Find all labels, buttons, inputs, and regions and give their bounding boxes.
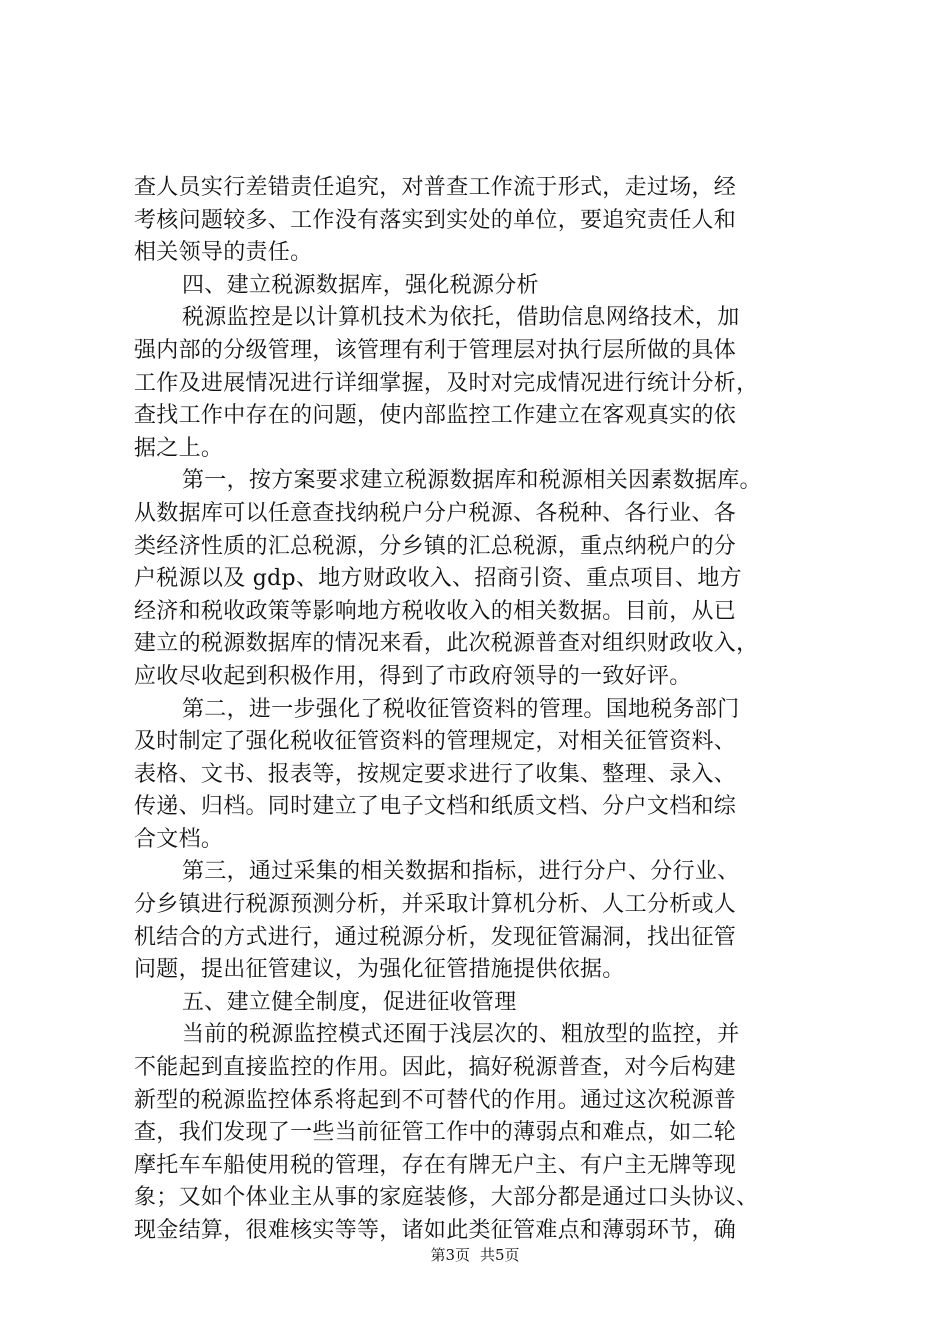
text-line: 现金结算，很难核实等等，诸如此类征管难点和薄弱环节，确 — [134, 1218, 737, 1243]
text-line: 合文档。 — [134, 826, 224, 852]
text-line: 查，我们发现了一些当前征管工作中的薄弱点和难点，如二轮 — [134, 1120, 737, 1146]
text-line: 考核问题较多、工作没有落实到实处的单位，要追究责任人和 — [134, 207, 737, 233]
page-footer — [0, 1244, 950, 1265]
text-line: 类经济性质的汇总税源，分乡镇的汇总税源，重点纳税户的分 — [134, 533, 737, 559]
text-line: 建立的税源数据库的情况来看，此次税源普查对组织财政收入， — [134, 631, 759, 657]
text-line: 新型的税源监控体系将起到不可替代的作用。通过这次税源普 — [134, 1087, 737, 1113]
text-line: 及时制定了强化税收征管资料的管理规定，对相关征管资料、 — [134, 729, 737, 755]
text-line: 当前的税源监控模式还囿于浅层次的、粗放型的监控，并 — [182, 1022, 740, 1048]
text-line: 传递、归档。同时建立了电子文档和纸质文档、分户文档和综 — [134, 794, 737, 820]
text-line: 工作及进展情况进行详细掌握，及时对完成情况进行统计分析， — [134, 370, 759, 396]
text-line: 五、建立健全制度，促进征收管理 — [182, 989, 517, 1015]
text-line: 不能起到直接监控的作用。因此，搞好税源普查，对今后构建 — [134, 1055, 737, 1081]
text-line: 据之上。 — [134, 435, 224, 461]
text-line: 从数据库可以任意查找纳税户分户税源、各税种、各行业、各 — [134, 500, 737, 526]
text-line: 税源监控是以计算机技术为依托，借助信息网络技术，加 — [182, 305, 740, 331]
text-line: 户税源以及 gdp、地方财政收入、招商引资、重点项目、地方 — [134, 566, 742, 592]
text-line: 应收尽收起到积极作用，得到了市政府领导的一致好评。 — [134, 663, 692, 689]
page-number: 第3页 — [430, 1246, 470, 1264]
text-line: 象；又如个体业主从事的家庭装修，大部分都是通过口头协议、 — [134, 1185, 759, 1211]
text-line: 机结合的方式进行，通过税源分析，发现征管漏洞，找出征管 — [134, 924, 737, 950]
text-line: 分乡镇进行税源预测分析，并采取计算机分析、人工分析或人 — [134, 892, 737, 918]
text-line: 四、建立税源数据库，强化税源分析 — [182, 272, 539, 298]
document-body — [134, 172, 832, 1248]
text-line: 摩托车车船使用税的管理，存在有牌无户主、有户主无牌等现 — [134, 1152, 737, 1178]
text-line: 强内部的分级管理，该管理有利于管理层对执行层所做的具体 — [134, 337, 737, 363]
text-line: 问题，提出征管建议，为强化征管措施提供依据。 — [134, 957, 625, 983]
text-line: 相关领导的责任。 — [134, 240, 313, 266]
text-line: 查找工作中存在的问题，使内部监控工作建立在客观真实的依 — [134, 403, 737, 429]
page-total: 共5页 — [480, 1246, 520, 1264]
text-line: 经济和税收政策等影响地方税收收入的相关数据。目前，从已 — [134, 598, 737, 624]
text-line: 第三，通过采集的相关数据和指标，进行分户、分行业、 — [182, 859, 740, 885]
text-line: 第一，按方案要求建立税源数据库和税源相关因素数据库。 — [182, 468, 762, 494]
text-line: 表格、文书、报表等，按规定要求进行了收集、整理、录入、 — [134, 761, 737, 787]
text-line: 查人员实行差错责任追究，对普查工作流于形式，走过场，经 — [134, 175, 737, 200]
text-line: 第二，进一步强化了税收征管资料的管理。国地税务部门 — [182, 696, 740, 722]
